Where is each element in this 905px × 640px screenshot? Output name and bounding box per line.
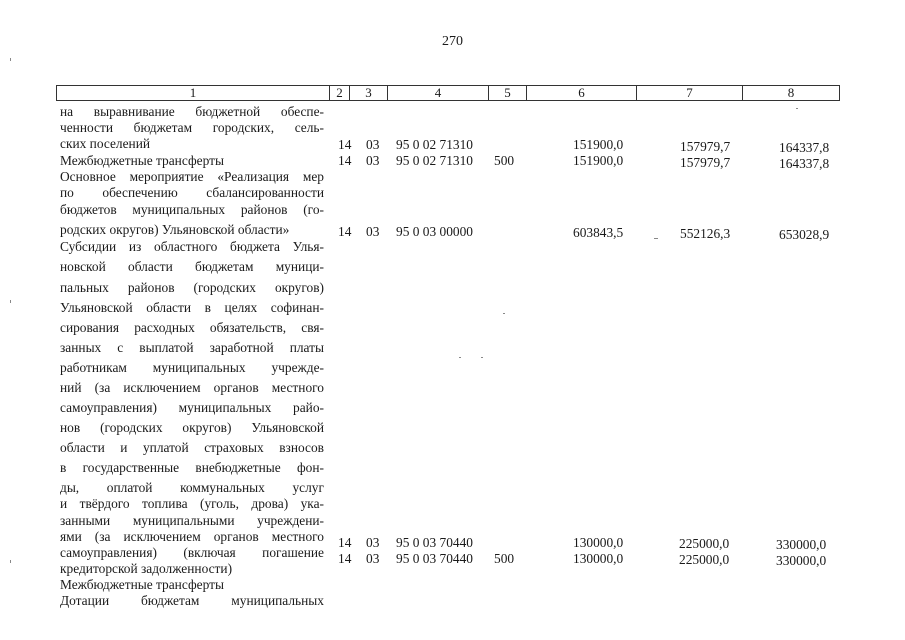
cell-amount-col8: 330000,0 bbox=[776, 553, 827, 568]
text-line: занных с выплатой заработной платы bbox=[60, 340, 324, 355]
header-col-3: 3 bbox=[350, 86, 388, 100]
text-line: по обеспечению сбалансированности bbox=[60, 185, 324, 200]
cell-target-article: 95 0 03 70440 bbox=[396, 551, 473, 566]
cell-section: 14 bbox=[338, 551, 352, 566]
scan-speck bbox=[10, 560, 11, 563]
cell-amount-col8: 653028,9 bbox=[779, 227, 830, 242]
cell-amount-col7: 225000,0 bbox=[679, 536, 730, 551]
text-line: ями (за исключением органов местного bbox=[60, 529, 324, 544]
text-line: ды, оплатой коммунальных услуг bbox=[60, 480, 324, 495]
header-col-6: 6 bbox=[527, 86, 637, 100]
text-line: в государственные внебюджетные фон- bbox=[60, 460, 324, 475]
header-col-4: 4 bbox=[388, 86, 489, 100]
scan-speck bbox=[503, 313, 505, 314]
cell-section: 14 bbox=[338, 137, 352, 152]
cell-amount-col6: 130000,0 bbox=[573, 535, 624, 550]
table-header-row bbox=[56, 85, 840, 101]
text-line: Межбюджетные трансферты bbox=[60, 577, 224, 592]
cell-target-article: 95 0 02 71310 bbox=[396, 153, 473, 168]
text-line: самоуправления) (включая погашение bbox=[60, 545, 324, 560]
cell-expense-type: 500 bbox=[494, 551, 515, 566]
cell-subsection: 03 bbox=[366, 551, 380, 566]
text-line: работникам муниципальных учрежде- bbox=[60, 360, 324, 375]
cell-amount-col8: 164337,8 bbox=[779, 156, 830, 171]
text-line: пальных районов (городских округов) bbox=[60, 280, 324, 295]
header-col-8: 8 bbox=[787, 85, 795, 100]
header-col-1: 1 bbox=[57, 86, 330, 100]
text-line: Межбюджетные трансферты bbox=[60, 153, 224, 168]
cell-amount-col7: 157979,7 bbox=[680, 155, 731, 170]
cell-target-article: 95 0 03 00000 bbox=[396, 224, 473, 239]
cell-amount-col6: 603843,5 bbox=[573, 225, 624, 240]
cell-target-article: 95 0 03 70440 bbox=[396, 535, 473, 550]
header-col-7: 7 bbox=[637, 86, 743, 100]
text-line: Ульяновской области в целях софинан- bbox=[60, 300, 324, 315]
text-line: родских округов) Ульяновской области» bbox=[60, 222, 290, 237]
scan-speck bbox=[796, 108, 798, 109]
text-line: Субсидии из областного бюджета Улья- bbox=[60, 239, 324, 254]
text-line: занными муниципальными учреждени- bbox=[60, 513, 324, 528]
cell-amount-col7: 225000,0 bbox=[679, 552, 730, 567]
text-line: Основное мероприятие «Реализация мер bbox=[60, 169, 324, 184]
header-col-2: 2 bbox=[330, 86, 350, 100]
cell-subsection: 03 bbox=[366, 535, 380, 550]
text-line: на выравнивание бюджетной обеспе- bbox=[60, 104, 324, 119]
cell-subsection: 03 bbox=[366, 153, 380, 168]
scan-speck bbox=[481, 357, 483, 358]
text-line: новской области бюджетам муници- bbox=[60, 259, 324, 274]
cell-amount-col7: 157979,7 bbox=[680, 139, 731, 154]
cell-amount-col6: 130000,0 bbox=[573, 551, 624, 566]
text-line: бюджетов муниципальных районов (го- bbox=[60, 202, 324, 217]
text-line: области и уплатой страховых взносов bbox=[60, 440, 324, 455]
text-line: самоуправления) муниципальных райо- bbox=[60, 400, 324, 415]
cell-section: 14 bbox=[338, 224, 352, 239]
text-line: ний (за исключением органов местного bbox=[60, 380, 324, 395]
cell-section: 14 bbox=[338, 153, 352, 168]
cell-section: 14 bbox=[338, 535, 352, 550]
cell-expense-type: 500 bbox=[494, 153, 515, 168]
cell-amount-col6: 151900,0 bbox=[573, 137, 624, 152]
text-line: Дотации бюджетам муниципальных bbox=[60, 593, 324, 608]
text-line: и твёрдого топлива (уголь, дрова) ука- bbox=[60, 496, 324, 511]
text-line: кредиторской задолженности) bbox=[60, 561, 233, 576]
scan-speck bbox=[654, 238, 658, 239]
scan-speck bbox=[10, 58, 11, 61]
scan-speck bbox=[459, 357, 461, 358]
cell-amount-col6: 151900,0 bbox=[573, 153, 624, 168]
header-col-5: 5 bbox=[489, 86, 527, 100]
page-number: 270 bbox=[442, 34, 463, 49]
cell-target-article: 95 0 02 71310 bbox=[396, 137, 473, 152]
scan-speck bbox=[10, 300, 11, 303]
text-line: сирования расходных обязательств, свя- bbox=[60, 320, 324, 335]
text-line: нов (городских округов) Ульяновской bbox=[60, 420, 324, 435]
text-line: ченности бюджетам городских, сель- bbox=[60, 120, 324, 135]
text-line: ских поселений bbox=[60, 136, 151, 151]
cell-subsection: 03 bbox=[366, 137, 380, 152]
cell-amount-col8: 330000,0 bbox=[776, 537, 827, 552]
cell-amount-col7: 552126,3 bbox=[680, 226, 731, 241]
cell-subsection: 03 bbox=[366, 224, 380, 239]
cell-amount-col8: 164337,8 bbox=[779, 140, 830, 155]
